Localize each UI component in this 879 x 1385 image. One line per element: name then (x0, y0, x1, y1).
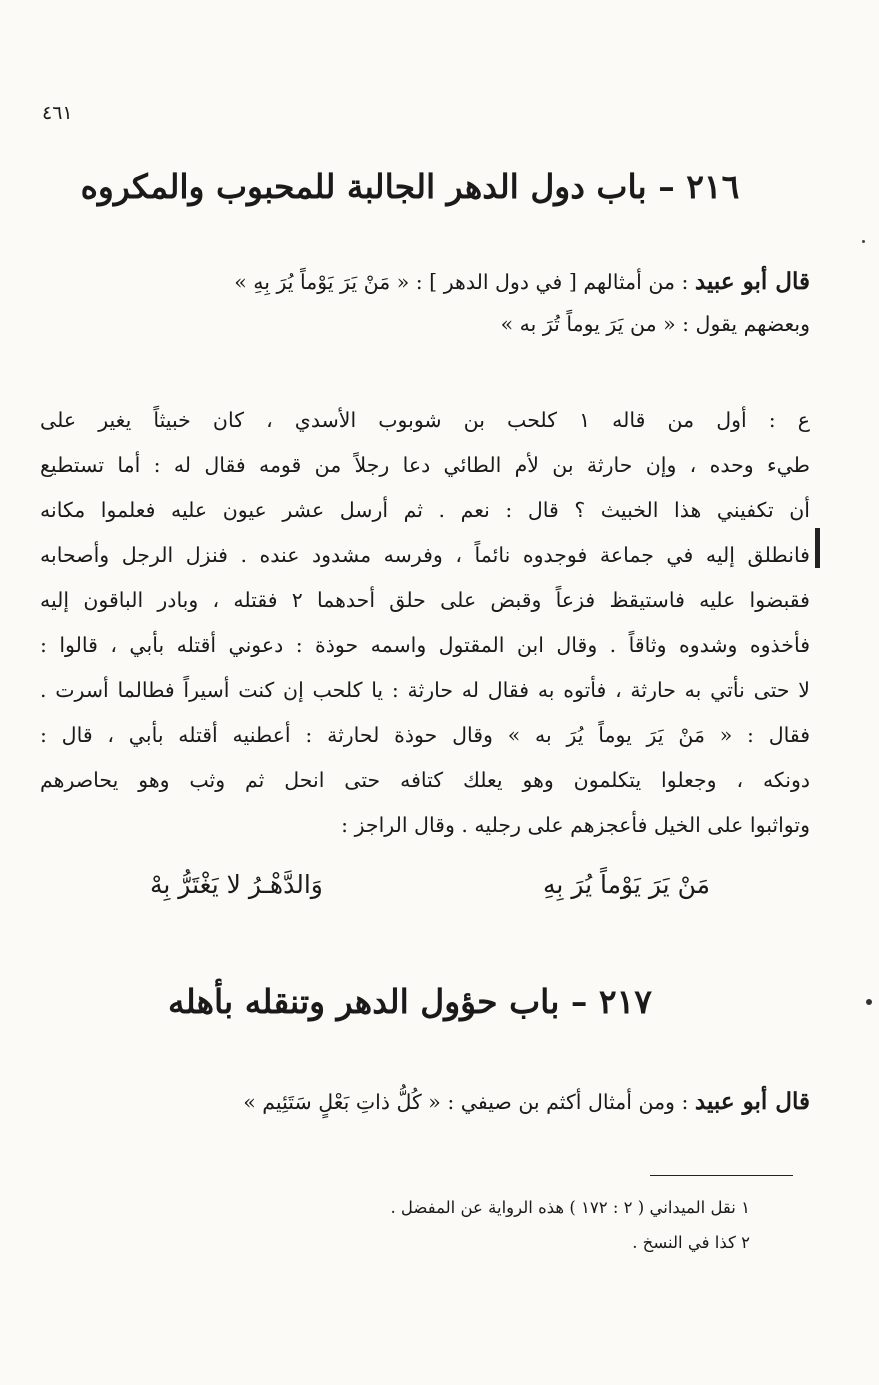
body-line-8: فقال : « مَنْ يَرَ يوماً يُرَ به » وقال حوذة لحارثة : أعطنيه أقتله بأبي ، قال : (40, 723, 810, 747)
body-line-9: دونكه ، وجعلوا يتكلمون وهو يعلك كتافه حتى انحل ثم وثب وهو يحاصرهم (40, 768, 810, 792)
verse-hemistich-2: وَالدَّهْـرُ لا يَغْتَرُّ بِهْ (150, 870, 323, 899)
body-line-10: وتواثبوا على الخيل فأعجزهم على رجليه . وقال الراجز : (341, 813, 810, 837)
margin-speck (862, 240, 865, 243)
body-line-1: ع : أول من قاله ١ كلحب بن شوبوب الأسدي ، كان خبيثاً يغير على (40, 408, 810, 432)
body-line-3: أن تكفيني هذا الخبيث ؟ قال : نعم . ثم أرسل عشر عيون عليه فعلموا مكانه (40, 498, 810, 522)
verse (150, 870, 710, 899)
speaker-name: قال أبو عبيد (694, 268, 810, 295)
section-217-heading: ٢١٧ – باب حؤول الدهر وتنقله بأهله (167, 982, 653, 1021)
section-216-intro-line-2: وبعضهم يقول : « من يَرَ يوماً تُرَ به » (500, 312, 810, 336)
intro-text: : من أمثالهم [ في دول الدهر ] : « مَنْ يَرَ يَوْماً يُرَ بِهِ » (234, 270, 689, 294)
speaker-name: قال أبو عبيد (694, 1088, 810, 1115)
margin-dot (866, 999, 872, 1005)
section-216-heading: ٢١٦ – باب دول الدهر الجالبة للمحبوب والمكروه (80, 167, 740, 206)
page-number: ٤٦١ (42, 102, 73, 124)
body-line-5: فقبضوا عليه فاستيقظ فزعاً وقبض على حلق أحدهما ٢ فقتله ، وبادر الباقون إليه (40, 588, 810, 612)
body-line-6: فأخذوه وشدوه وثاقاً . وقال ابن المقتول واسمه حوذة : دعوني أقتله بأبي ، قالوا : (40, 633, 810, 657)
body-line-2: طيء وحده ، وإن حارثة بن لأم الطائي دعا رجلاً من قومه فقال له : أما تستطيع (40, 453, 810, 477)
footnote-separator (650, 1175, 793, 1176)
footnote-2: ٢ كذا في النسخ . (632, 1233, 750, 1252)
body-line-7: لا حتى نأتي به حارثة ، فأتوه به فقال له حارثة : يا كلحب إن كنت أسيراً فطالما أسرت . (40, 678, 810, 702)
intro-text: : ومن أمثال أكثم بن صيفي : « كُلُّ ذاتِ بَعْلٍ سَتَئِيم » (243, 1090, 689, 1114)
verse-hemistich-1: مَنْ يَرَ يَوْماً يُرَ بِهِ (543, 870, 710, 899)
section-216-intro-line-1 (40, 270, 810, 293)
body-line-4: فانطلق إليه في جماعة فوجدوه نائماً ، وفرسه مشدود عنده . فنزل الرجل وأصحابه (40, 543, 810, 567)
section-217-intro-line-1 (40, 1090, 810, 1113)
footnote-1: ١ نقل الميداني ( ٢ : ١٧٢ ) هذه الرواية عن المفضل . (390, 1198, 750, 1217)
margin-mark (815, 528, 820, 568)
